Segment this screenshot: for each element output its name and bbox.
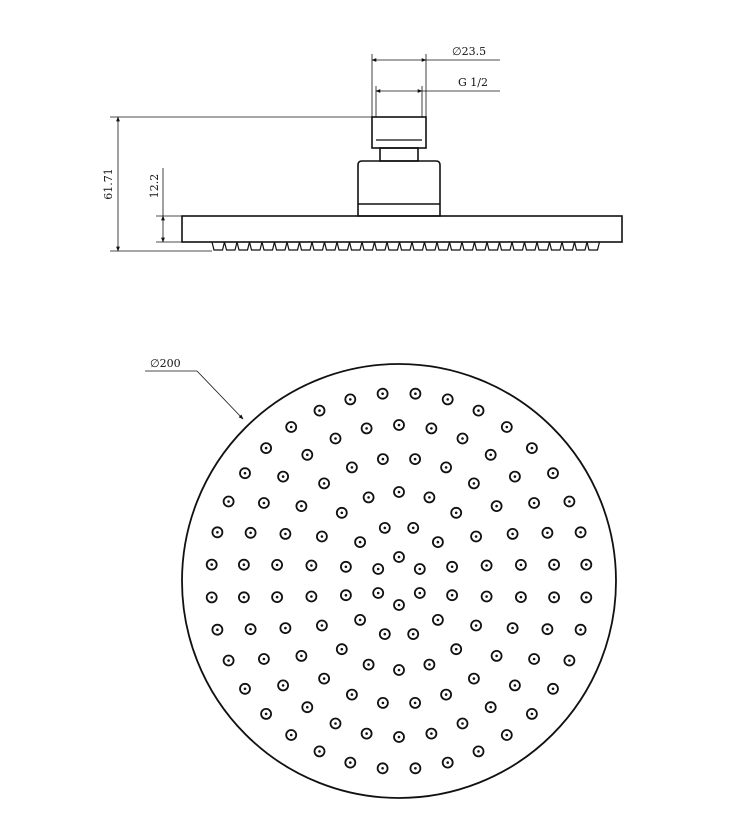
- nozzle-center: [365, 427, 368, 430]
- nozzle-center: [514, 475, 517, 478]
- nozzle-center: [553, 563, 556, 566]
- nozzle-center: [263, 658, 266, 661]
- nozzle-center: [300, 505, 303, 508]
- nozzle-center: [318, 409, 321, 412]
- nozzle-center: [489, 454, 492, 457]
- nozzle-center: [290, 734, 293, 737]
- nozzle-center: [341, 512, 344, 515]
- nozzle-center: [430, 732, 433, 735]
- nozzle-center: [284, 533, 287, 536]
- nozzle-center: [533, 502, 536, 505]
- plate-diameter-label: ∅200: [150, 357, 181, 370]
- nozzle-center: [263, 502, 266, 505]
- nozzle-center: [579, 531, 582, 534]
- nozzle-center: [520, 596, 523, 599]
- nozzle-center: [384, 633, 387, 636]
- nozzle-center: [334, 722, 337, 725]
- nozzle-center: [216, 531, 219, 534]
- nozzle-center: [249, 532, 252, 535]
- nozzle-center: [414, 702, 417, 705]
- nozzle-center: [489, 706, 492, 709]
- nozzle-center: [377, 568, 380, 571]
- nozzle-center: [428, 663, 431, 666]
- nozzle-center: [475, 535, 478, 538]
- nozzle-center: [244, 472, 247, 475]
- nozzle-center: [367, 663, 370, 666]
- nozzle-grid: [207, 389, 592, 774]
- nozzle-center: [531, 713, 534, 716]
- nozzle-center: [243, 596, 246, 599]
- nozzle-center: [334, 437, 337, 440]
- nozzle-center: [367, 496, 370, 499]
- nozzle-center: [437, 619, 440, 622]
- nozzle-center: [359, 619, 362, 622]
- nozzle-center: [359, 541, 362, 544]
- nozzle-center: [475, 624, 478, 627]
- nozzle-center: [398, 604, 401, 607]
- nozzle-center: [381, 767, 384, 770]
- nozzle-center: [446, 398, 449, 401]
- nozzle-center: [446, 761, 449, 764]
- nozzle-center: [349, 398, 352, 401]
- nozzle-center: [461, 437, 464, 440]
- nozzle-center: [552, 472, 555, 475]
- nozzle-center: [451, 566, 454, 569]
- nozzle-center: [437, 541, 440, 544]
- nozzle-center: [318, 750, 321, 753]
- nozzle-center: [345, 594, 348, 597]
- nozzle-center: [276, 564, 279, 567]
- nozzle-center: [351, 466, 354, 469]
- nozzle-center: [282, 475, 285, 478]
- nozzle-center: [398, 669, 401, 672]
- nozzle-center: [210, 563, 213, 566]
- nozzle-center: [414, 458, 417, 461]
- nozzle-center: [284, 627, 287, 630]
- connector-nut: [372, 117, 426, 148]
- nozzle-center: [210, 596, 213, 599]
- swivel-body: [358, 161, 440, 216]
- nozzle-center: [445, 466, 448, 469]
- nozzle-center: [506, 734, 509, 737]
- nozzle-center: [306, 454, 309, 457]
- nozzle-center: [323, 677, 326, 680]
- nozzle-center: [430, 427, 433, 430]
- nozzle-center: [412, 527, 415, 530]
- nozzle-center: [455, 512, 458, 515]
- nozzle-center: [321, 535, 324, 538]
- nozzle-center: [473, 482, 476, 485]
- nozzle-center: [265, 447, 268, 450]
- nozzle-center: [398, 736, 401, 739]
- nozzle-center: [310, 564, 313, 567]
- nozzle-center: [349, 761, 352, 764]
- nozzle-center: [290, 426, 293, 429]
- nozzle-center: [216, 628, 219, 631]
- nozzle-center: [384, 527, 387, 530]
- nozzle-center: [341, 648, 344, 651]
- nozzle-center: [511, 533, 514, 536]
- nozzle-center: [495, 505, 498, 508]
- nozzle-center: [546, 532, 549, 535]
- nozzle-center: [265, 713, 268, 716]
- nozzle-center: [533, 658, 536, 661]
- nozzle-center: [579, 628, 582, 631]
- nozzle-center: [428, 496, 431, 499]
- nozzle-center: [445, 693, 448, 696]
- nozzle-center: [244, 688, 247, 691]
- nozzle-center: [414, 767, 417, 770]
- nozzle-center: [377, 592, 380, 595]
- nozzle-center: [451, 594, 454, 597]
- nozzle-center: [414, 392, 417, 395]
- nozzle-center: [511, 627, 514, 630]
- nozzle-center: [381, 392, 384, 395]
- nozzle-center: [227, 500, 230, 503]
- nozzle-center: [382, 458, 385, 461]
- nozzle-center: [531, 447, 534, 450]
- nozzle-center: [323, 482, 326, 485]
- nozzle-center: [477, 409, 480, 412]
- connector-diameter-label: ∅23.5: [452, 45, 487, 58]
- nozzle-center: [495, 655, 498, 658]
- nozzle-center: [552, 688, 555, 691]
- nozzle-center: [398, 556, 401, 559]
- nozzle-center: [306, 706, 309, 709]
- nozzle-center: [382, 702, 385, 705]
- nozzle-center: [365, 732, 368, 735]
- connector-neck: [380, 148, 418, 161]
- nozzle-center: [310, 595, 313, 598]
- nozzle-center: [276, 596, 279, 599]
- nozzle-center: [227, 659, 230, 662]
- nozzle-center: [485, 564, 488, 567]
- nozzle-center: [477, 750, 480, 753]
- nozzle-center: [461, 722, 464, 725]
- nozzle-center: [419, 592, 422, 595]
- nozzle-center: [568, 659, 571, 662]
- nozzle-center: [412, 633, 415, 636]
- nozzle-center: [419, 568, 422, 571]
- total-height-label: 61.71: [102, 168, 115, 200]
- nozzle-center: [345, 566, 348, 569]
- nozzle-center: [520, 564, 523, 567]
- nozzle-center: [398, 424, 401, 427]
- nozzle-center: [300, 655, 303, 658]
- nozzle-center: [585, 563, 588, 566]
- top-view: [145, 357, 616, 798]
- nozzle-row: [212, 242, 600, 250]
- nozzle-center: [398, 491, 401, 494]
- nozzle-center: [455, 648, 458, 651]
- nozzle-center: [249, 628, 252, 631]
- nozzle-center: [282, 684, 285, 687]
- nozzle-center: [243, 563, 246, 566]
- plate-height-label: 12.2: [148, 173, 161, 199]
- side-view: [102, 45, 622, 251]
- nozzle-center: [553, 596, 556, 599]
- nozzle-center: [506, 426, 509, 429]
- head-plate: [182, 216, 622, 242]
- nozzle-center: [514, 684, 517, 687]
- nozzle-center: [585, 596, 588, 599]
- thread-label: G 1/2: [458, 76, 488, 89]
- nozzle-center: [568, 500, 571, 503]
- nozzle-center: [485, 595, 488, 598]
- nozzle-center: [321, 624, 324, 627]
- nozzle-center: [546, 628, 549, 631]
- nozzle-center: [351, 693, 354, 696]
- nozzle-center: [473, 677, 476, 680]
